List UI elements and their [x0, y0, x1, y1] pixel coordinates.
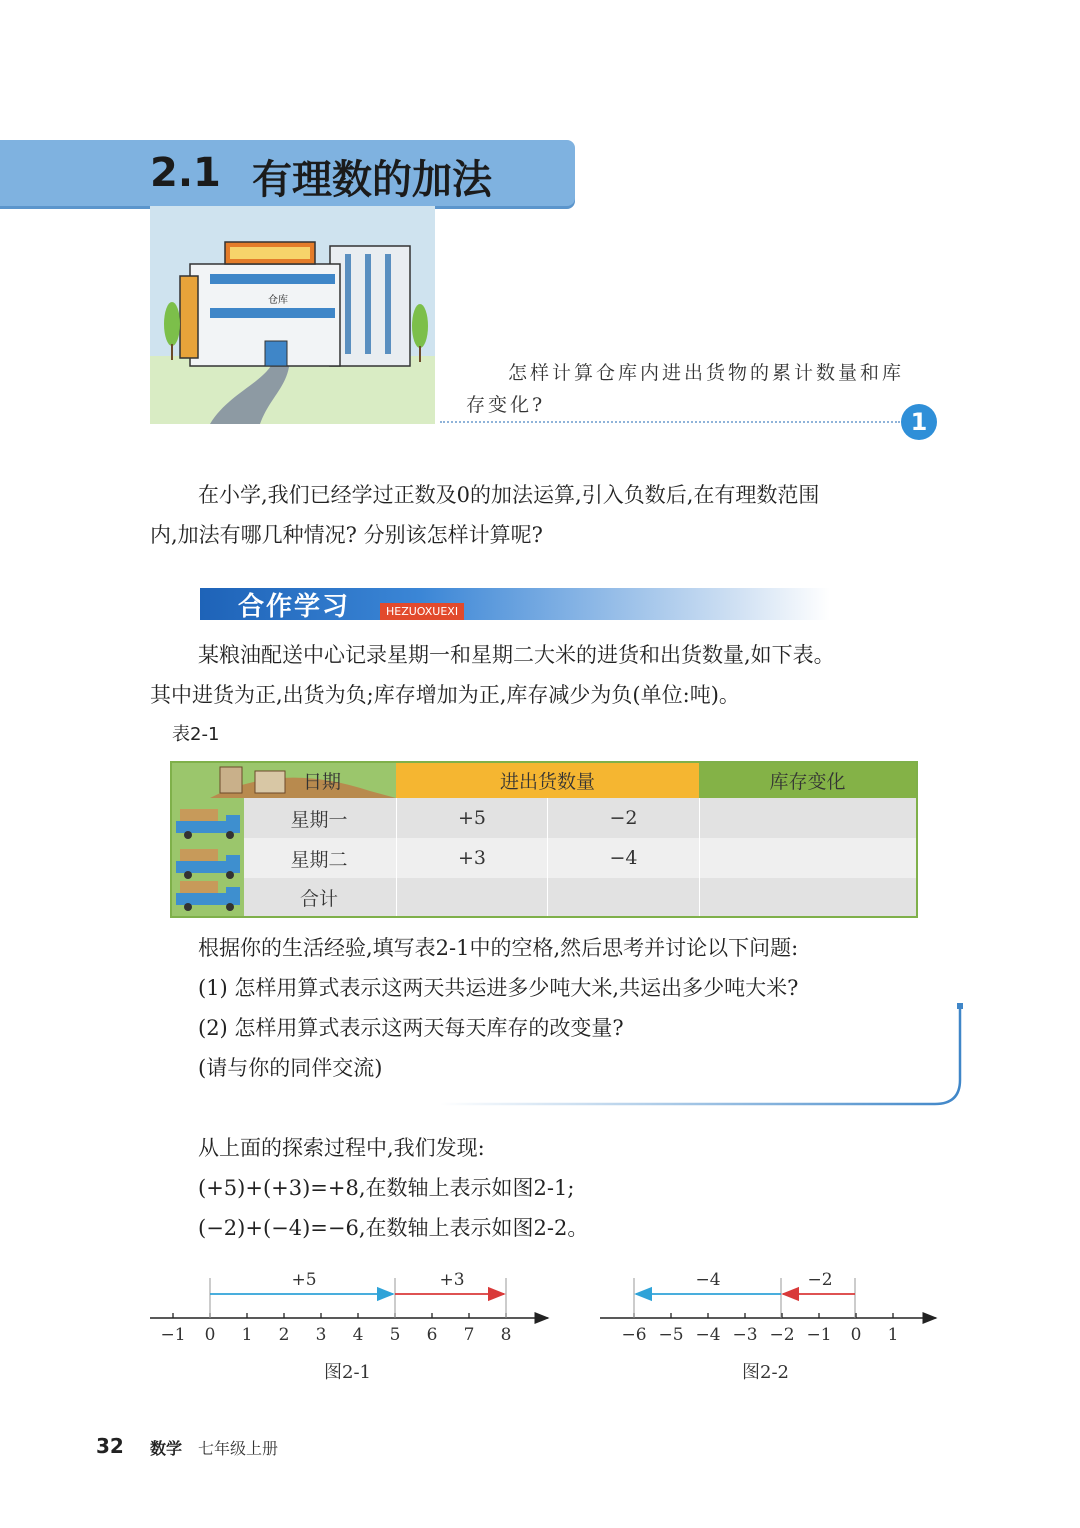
tick-label: −4 [695, 1325, 721, 1345]
question-2: (2) 怎样用算式表示这两天每天库存的改变量? [198, 1016, 624, 1040]
figure-caption-2: 图2-2 [742, 1362, 789, 1383]
row-in: +3 [396, 838, 547, 878]
number-line-figure-1 [148, 1262, 558, 1352]
coop-tag: HEZUOXUEXI [380, 603, 464, 620]
row-change[interactable] [699, 798, 916, 838]
figure-caption-1: 图2-1 [324, 1362, 371, 1383]
paragraph-line-2: 其中进货为正,出货为负;库存增加为正,库存减少为负(单位:吨)。 [150, 683, 740, 707]
row-out[interactable] [547, 878, 699, 916]
table-caption: 表2-1 [172, 724, 220, 745]
book-grade: 七年级上册 [198, 1439, 279, 1458]
coop-title: 合作学习 [238, 592, 351, 622]
question-badge: 1 [901, 404, 937, 440]
tick-label: 2 [278, 1325, 290, 1345]
row-change[interactable] [699, 838, 916, 878]
page-number: 32 [96, 1434, 124, 1458]
question-line-1: 怎样计算仓库内进出货物的累计数量和库 [508, 362, 905, 384]
arrow1-label: −4 [695, 1270, 721, 1290]
section-number: 2.1 [150, 150, 221, 196]
section-title: 有理数的加法 [252, 157, 492, 203]
tick-label: 1 [241, 1325, 253, 1345]
tick-label: −1 [160, 1325, 186, 1345]
row-change[interactable] [699, 878, 916, 916]
paragraph-line-1: 某粮油配送中心记录星期一和星期二大米的进货和出货数量,如下表。 [198, 643, 835, 667]
discovery-line-1: 从上面的探索过程中,我们发现: [198, 1136, 485, 1160]
arrow2-label: −2 [807, 1270, 833, 1290]
tick-label: 7 [463, 1325, 475, 1345]
tick-label: −3 [732, 1325, 758, 1345]
questions-intro: 根据你的生活经验,填写表2-1中的空格,然后思考并讨论以下问题: [198, 936, 799, 960]
row-label: 星期二 [242, 838, 396, 878]
discovery-line-3: (−2)+(−4)=−6,在数轴上表示如图2-2。 [198, 1216, 589, 1240]
tick-label: 0 [204, 1325, 216, 1345]
row-out: −4 [547, 838, 699, 878]
tick-label: 1 [887, 1325, 899, 1345]
number-line-figure-2 [598, 1262, 943, 1352]
tick-label: 3 [315, 1325, 327, 1345]
row-out: −2 [547, 798, 699, 838]
tick-label: 0 [850, 1325, 862, 1345]
tick-label: 5 [389, 1325, 401, 1345]
tick-label: −6 [621, 1325, 647, 1345]
arrow1-label: +5 [291, 1270, 317, 1290]
discovery-line-2: (+5)+(+3)=+8,在数轴上表示如图2-1; [198, 1176, 575, 1200]
row-in: +5 [396, 798, 547, 838]
row-label: 合计 [242, 878, 396, 916]
tick-label: −1 [806, 1325, 832, 1345]
header-date: 日期 [302, 771, 341, 793]
header-quantity: 进出货数量 [396, 763, 699, 798]
book-subject: 数学 [150, 1439, 183, 1458]
tick-label: 6 [426, 1325, 438, 1345]
intro-line-1: 在小学,我们已经学过正数及0的加法运算,引入负数后,在有理数范围 [198, 483, 820, 507]
questions-note: (请与你的同伴交流) [198, 1056, 383, 1080]
warehouse-illustration [150, 206, 435, 424]
tick-label: −2 [769, 1325, 795, 1345]
arrow2-label: +3 [439, 1270, 465, 1290]
dotted-divider [440, 421, 900, 423]
question-1: (1) 怎样用算式表示这两天共运进多少吨大米,共运出多少吨大米? [198, 976, 799, 1000]
header-change: 库存变化 [699, 763, 916, 798]
row-in[interactable] [396, 878, 547, 916]
tick-label: 4 [352, 1325, 364, 1345]
tick-label: −5 [658, 1325, 684, 1345]
section-bracket [430, 1000, 970, 1110]
question-line-2: 存变化? [466, 394, 546, 416]
row-label: 星期一 [242, 798, 396, 838]
warehouse-sign: 仓库 [268, 295, 288, 306]
truck-illustration [170, 761, 396, 918]
intro-line-2: 内,加法有哪几种情况? 分别该怎样计算呢? [150, 523, 543, 547]
tick-label: 8 [500, 1325, 512, 1345]
